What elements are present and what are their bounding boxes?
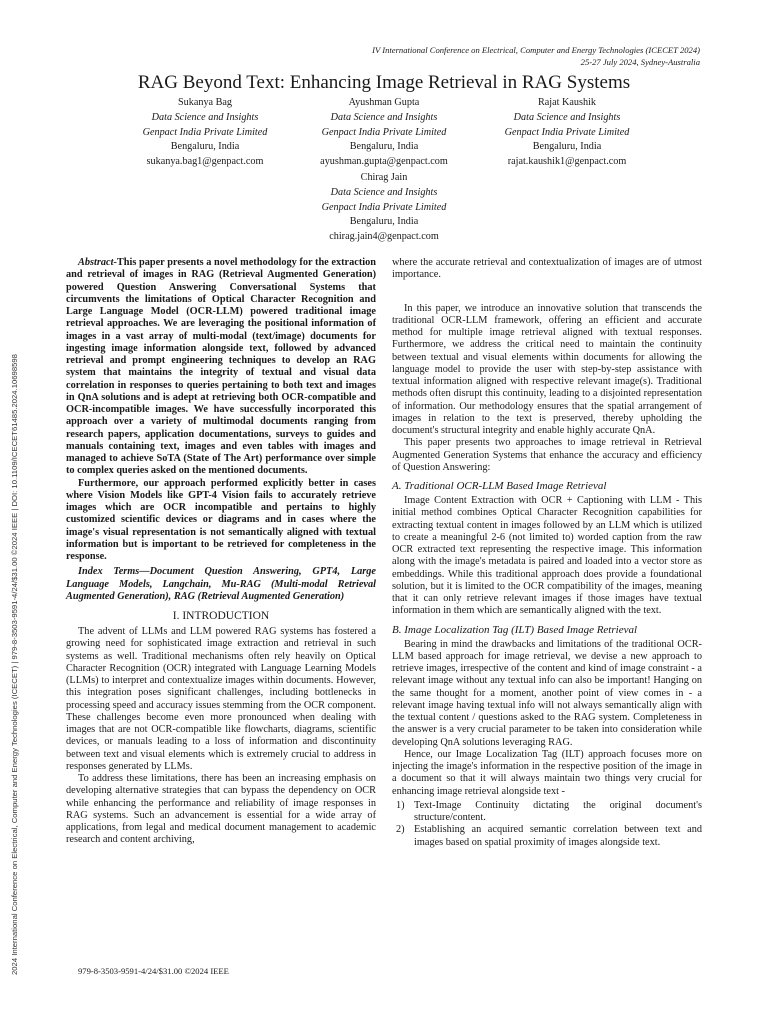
abstract-para2: Furthermore, our approach performed explicitly better in cases where Vision Models like GPT-4 Vision fails to accurately retrieve images which are OCR incompatible and pertains to highly customized scientific devices or diagrams and in cases where the image's visual representation is not semantically aligned with textual information but is important to be retrieved for completeness in the response. — [66, 477, 376, 562]
author-name: Sukanya Bag — [177, 97, 233, 108]
author-email: rajat.kaushik1@genpact.com — [507, 156, 627, 168]
list-item-text: Establishing an acquired semantic correlation between text and images based on spatial proximity of images alongside text. — [414, 824, 702, 848]
author-city: Bengaluru, India — [349, 216, 419, 228]
index-terms — [66, 566, 376, 603]
author-dept: Data Science and Insights — [513, 111, 621, 123]
left-column — [66, 257, 376, 847]
list-item-number: 1) — [396, 799, 405, 811]
subsection-heading-a: A. Traditional OCR-LLM Based Image Retrieval — [392, 480, 607, 492]
intro-paragraph-2: To address these limitations, there has been an increasing emphasis on developing alternative strategies that can bypass the dependency on OCR while enhancing the performance and reliability of image responses in RAG systems. Such an advancement is essential for a wide array of applications, from legal and medical document management to academic research and content archiving, — [66, 773, 376, 846]
author-block — [289, 96, 479, 170]
author-org: Genpact India Private Limited — [321, 126, 447, 138]
author-dept: Data Science and Insights — [151, 111, 259, 123]
abstract — [66, 257, 376, 478]
subsection-b-paragraph-1: Bearing in mind the drawbacks and limitations of the traditional OCR-LLM based approach for image retrieval, we devise a new approach to retrieve images, irrespective of the content and kind of image constraint - a relevant image without any textual info can also be important! Hanging on the same thought for a moment, another point of view comes in - a relevant image having textual info will not always semantically align with the textual content / questions asked to the RAG system. Completeness in the answer is a very crucial parameter to be taken into consideration while developing QnA solutions leveraging RAG. — [392, 638, 702, 748]
list-item — [392, 800, 702, 825]
index-terms-text: —Document Question Answering, GPT4, Large Language Models, Langchain, Mu-RAG (Multi-modal Retrieval Augmented Generation), RAG (Retrieval Augmented Generation) — [66, 566, 376, 602]
author-email: chirag.jain4@genpact.com — [329, 231, 439, 243]
subsection-b-paragraph-2: Hence, our Image Localization Tag (ILT) approach focuses more on injecting the image's information in the respective position of the image in a document so that it will always maintain two things very crucial for enhancing image retrieval alongside text - — [392, 748, 702, 797]
right-column — [392, 257, 702, 849]
right-paragraph-2: This paper presents two approaches to image retrieval in Retrieval Augmented Generation Systems that enhance the accuracy and efficiency of Question Answering: — [392, 437, 702, 473]
author-block — [289, 171, 479, 245]
right-paragraph-1: In this paper, we introduce an innovative solution that transcends the traditional OCR-LLM framework, offering an efficient and accurate method for multiple image retrieval aligned with textual responses. Furthermore, we address the critical need to maintain the continuity between textual and visual elements within documents for allowing the language model to provide the user with step-by-step assistance with textual information aligned with respective relevant image(s). Traditional methods often disrupt this continuity, leading to a disjointed representation of information. Our methodology ensures that the spatial arrangement of images in relation to the text is preserved, thereby upholding the document's structural integrity and enable highly accurate QnA. — [392, 302, 702, 436]
author-name: Chirag Jain — [360, 172, 408, 183]
author-city: Bengaluru, India — [532, 141, 602, 153]
paper-title: RAG Beyond Text: Enhancing Image Retrieval in RAG Systems — [137, 72, 631, 93]
author-dept: Data Science and Insights — [330, 186, 438, 198]
author-org: Genpact India Private Limited — [321, 201, 447, 213]
list-item-text: Text-Image Continuity dictating the original document's structure/content. — [414, 799, 702, 823]
intro-paragraph-1: The advent of LLMs and LLM powered RAG systems has fostered a growing need for sophisticated image extraction and retrieval in such systems as well. Traditional mechanisms often rely heavily on Optical Character Recognition (OCR) integrated with Language Learning Models (LLMs) to interpret and contextualize images within documents. However, this integration poses significant challenges, including bottlenecks in processing speed and accuracy issues stemming from the OCR component. These challenges become even more pronounced when dealing with images that are not OCR-compatible like flowcharts, diagrams, scientific devices, or manuals leading to a loss of information and discontinuity between text and visual elements which is extremely crucial to address in responses generated by LLMs. — [66, 626, 376, 772]
doi-sidebar: 2024 International Conference on Electrical, Computer and Energy Technologies (ICECET) | 979-8-3503-9591-4/24/$31.00 ©2024 IEEE | DOI: 10.1109/ICECET61485.2024.10698598 — [10, 354, 19, 975]
conference-dates: 25-27 July 2024, Sydney-Australia — [580, 57, 700, 67]
section-heading-introduction: I. INTRODUCTION — [172, 610, 270, 622]
author-org: Genpact India Private Limited — [142, 126, 268, 138]
list-item-number: 2) — [396, 824, 405, 836]
author-city: Bengaluru, India — [170, 141, 240, 153]
right-paragraph-0: where the accurate retrieval and contextualization of images are of utmost importance. — [392, 257, 702, 281]
abstract-text: This paper presents a novel methodology for the extraction and retrieval of images in RAG (Retrieval Augmented Generation) powered Question Answering Conversational Systems that circumvents the limitations of Optical Character Recognition and Large Language Model (OCR-LLM) powered traditional image retrieval approaches. We are leveraging the positional information of images in a vast array of multi-modal (text/image) documents for ingesting image information alongside text, followed by advanced retrieval and prompt engineering techniques to develop an RAG system that maintains the integrity of textual and visual data correlation in responses to queries pertaining to both text and images in QnA solutions and is adept at retrieving both OCR-compatible and OCR-incompatible images. We have successfully incorporated this approach over a variety of multimodal documents ranging from research papers, application documentations, surveys to guides and manuals containing text, images and even tables with images and managed to achieve SoTA (State of The Art) performance over simple to complex queries asked on the mentioned documents. — [66, 257, 376, 477]
author-block — [110, 96, 300, 170]
author-city: Bengaluru, India — [349, 141, 419, 153]
list-item — [392, 824, 702, 849]
author-dept: Data Science and Insights — [330, 111, 438, 123]
author-org: Genpact India Private Limited — [504, 126, 630, 138]
author-block — [472, 96, 662, 170]
conference-header — [372, 44, 700, 68]
conference-name: IV International Conference on Electrical, Computer and Energy Technologies (ICECET 2024) — [372, 45, 700, 55]
abstract-label: Abstract- — [78, 257, 117, 268]
author-email: sukanya.bag1@genpact.com — [146, 156, 264, 168]
author-name: Ayushman Gupta — [348, 97, 420, 108]
copyright-footer: 979-8-3503-9591-4/24/$31.00 ©2024 IEEE — [78, 966, 229, 976]
subsection-heading-b: B. Image Localization Tag (ILT) Based Image Retrieval — [392, 623, 638, 636]
index-terms-label: Index Terms — [78, 566, 140, 578]
subsection-a-paragraph: Image Content Extraction with OCR + Captioning with LLM - This initial method combines Optical Character Recognition capabilities for extracting textual content in images followed by an LLM which is utilized to create a meaningful 2-6 (not limited to) worded caption from the raw OCR extracted text representing the respective image. This information along with the image's metadata is paired and loaded into a vector store as embeddings. While this traditional approach does provide a foundational solution, but it is limited to the OCR compatibility of the images, meaning that it can only retrieve relevant images if those images have textual information in them which are semantically aligned with the text. — [392, 495, 702, 617]
author-name: Rajat Kaushik — [537, 97, 596, 108]
author-email: ayushman.gupta@genpact.com — [320, 156, 448, 168]
